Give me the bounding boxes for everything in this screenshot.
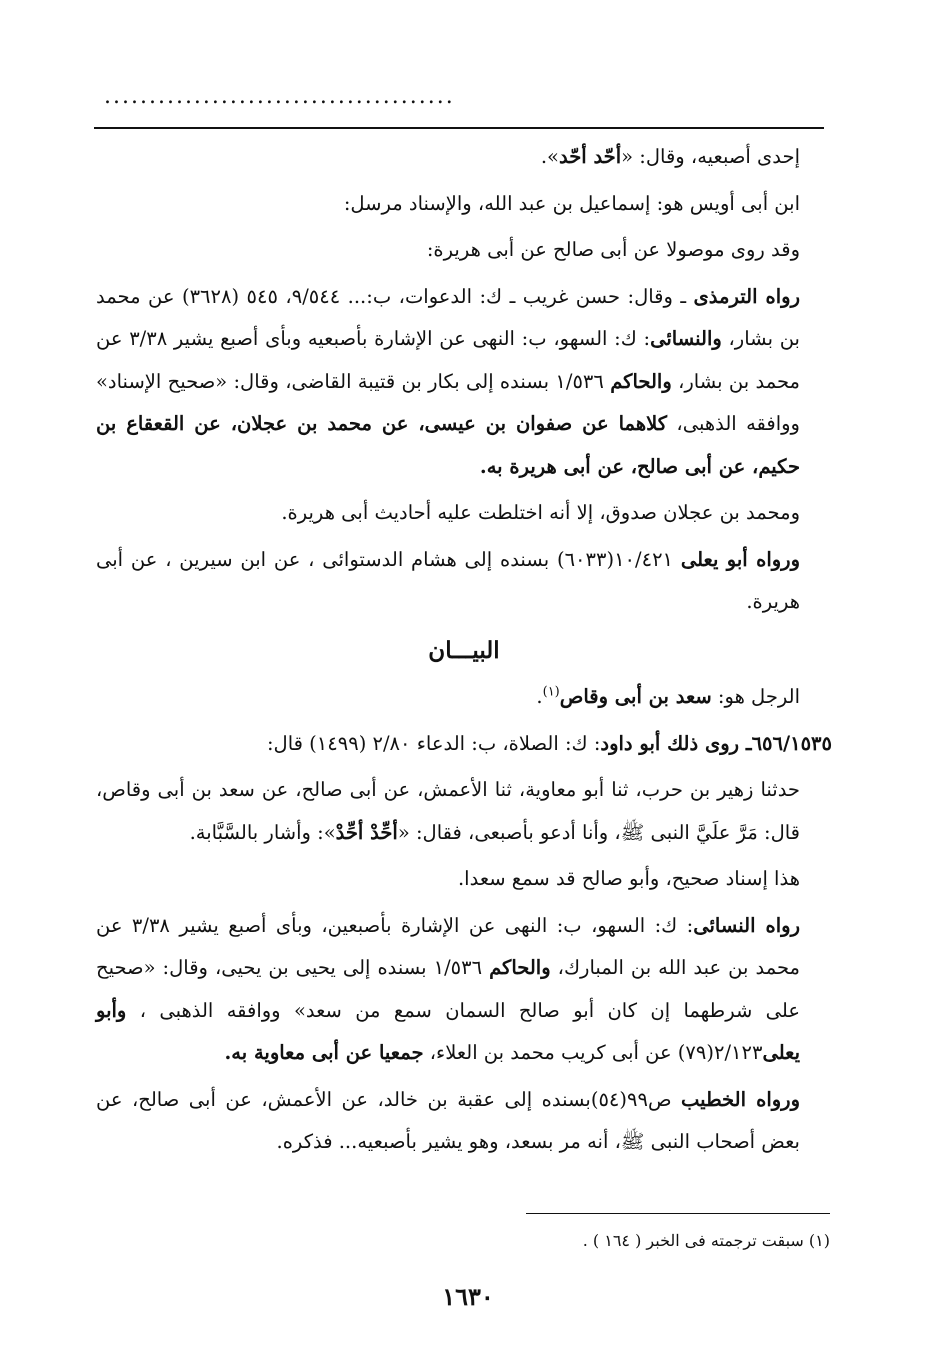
footnote-rule [526,1213,830,1214]
paragraph [96,769,832,854]
text-segment: وقد روى موصولا عن أبى صالح عن أبى هريرة: [426,238,800,261]
bold-segment: جمعيا عن أبى معاوية به. [224,1041,424,1064]
paragraphs-after-heading [96,676,832,1164]
text-segment: حدثنا زهير بن حرب، ثنا أبو معاوية، ثنا الأعمش، عن أبى صالح، عن سعد بن أبى وقاص، قال: مَرَّ علَيَّ النبى ﷺ، وأنا أدعو بأصبعى، فقال: « [96,778,800,844]
text-segment: : ك: الصلاة، ب: الدعاء ٢/٨٠ (١٤٩٩) قال: [266,731,601,755]
bold-segment: ٦٥٦/١٥٣٥ـ روى ذلك أبو داود [600,731,832,755]
section-heading: البيـــان [428,636,500,664]
text-segment: ». [540,145,559,168]
bold-segment: سعد بن أبى وقاص [559,685,712,708]
header-rule [94,127,824,129]
bold-segment: أحِّدْ أحِّدْ [335,820,398,844]
paragraph [96,183,832,226]
paragraph [96,492,832,535]
text-segment: هذا إسناد صحيح، وأبو صالح قد سمع سعدا. [457,867,800,890]
bold-segment: رواه النسائى [693,913,800,937]
text-segment: : ك: السهو، ب: النهى عن الإشارة بأصبعيه وبأى أصبع يشير ٣/٣٨ عن محمد بن بشار، [96,327,801,393]
paragraph [96,1079,832,1164]
text-segment: . [536,685,543,708]
text-segment: : ك: السهو، ب: النهى عن الإشارة بأصبعين، وبأى أصبع يشير ٣/٣٨ عن محمد بن عبد الله بن المبارك، [96,913,800,979]
text-segment: إحدى أصبعيه، وقال: « [621,145,800,168]
bold-segment: وأبو يعلى [96,998,800,1064]
bold-segment: ورواه الخطيب [681,1087,800,1111]
text-segment: »: وأشار بالسَّبَّابة. [189,820,336,844]
bold-segment: ورواه أبو يعلى [680,547,800,571]
paragraph [96,229,832,272]
text-segment: ١/٥٣٦ بسنده إلى يحيى بن يحيى، وقال: «صحيح على شرطهما إن كان أبو صالح السمان سمع من سعد» ووافقه الذهبى ، [96,956,800,1022]
bold-segment: والنسائى [650,327,722,350]
text-segment: ١/٥٣٦ بسنده إلى بكار بن قتيبة القاضى، وقال: «صحيح الإسناد» ووافقه الذهبى، [96,369,800,435]
paragraph [96,276,832,489]
paragraph [96,676,832,719]
text-segment: الرجل هو: [711,685,800,708]
bold-segment: أحّد أحّد [558,145,622,168]
paragraph [96,539,832,624]
paragraph [96,905,832,1075]
text-segment: (١) [542,684,560,700]
text-segment: ومحمد بن عجلان صدوق، إلا أنه اختلطت عليه أحاديث أبى هريرة. [281,501,800,524]
body-text [96,136,832,1168]
bold-segment: والحاكم [610,369,672,393]
paragraph [96,858,832,901]
paragraph [96,723,832,766]
footnote: (١) سبقت ترجمته فى الخبر ( ١٦٤ ) . [582,1231,830,1250]
bold-segment: والحاكم [489,956,551,979]
bold-segment: كلاهما عن صفوان بن عيسى، عن محمد بن عجلان، عن القعقاع بن حكيم، عن أبى صالح، عن أبى هريرة به. [96,412,800,478]
text-segment: ابن أبى أويس هو: إسماعيل بن عبد الله، والإسناد مرسل: [343,191,800,215]
bold-segment: رواه الترمذى [693,284,801,308]
paragraph [96,136,832,179]
text-segment: ١٠/٤٢١(٦٠٣٣) بسنده إلى هشام الدستوائى ، عن ابن سيرين ، عن أبى هريرة. [96,547,800,613]
text-segment: ـ وقال: حسن غريب ـ ك: الدعوات، ب:... ٩/٥٤٤، ٥٤٥ (٣٦٢٨) عن محمد بن بشار، [96,284,800,350]
page-number: ١٦٣٠ [442,1282,494,1311]
paragraphs-before-heading [96,136,832,624]
text-segment: ص٩٩(٥٤)بسنده إلى عقبة بن خالد، عن الأعمش، عن أبى صالح، عن بعض أصحاب النبى ﷺ، أنه مر بسعد، وهو يشير بأصبعيه... فذكره. [96,1087,800,1153]
text-segment: ٢/١٢٣(٧٩) عن أبى كريب محمد بن العلاء، [423,1041,763,1064]
dotted-separator: ....................................... [104,90,455,104]
